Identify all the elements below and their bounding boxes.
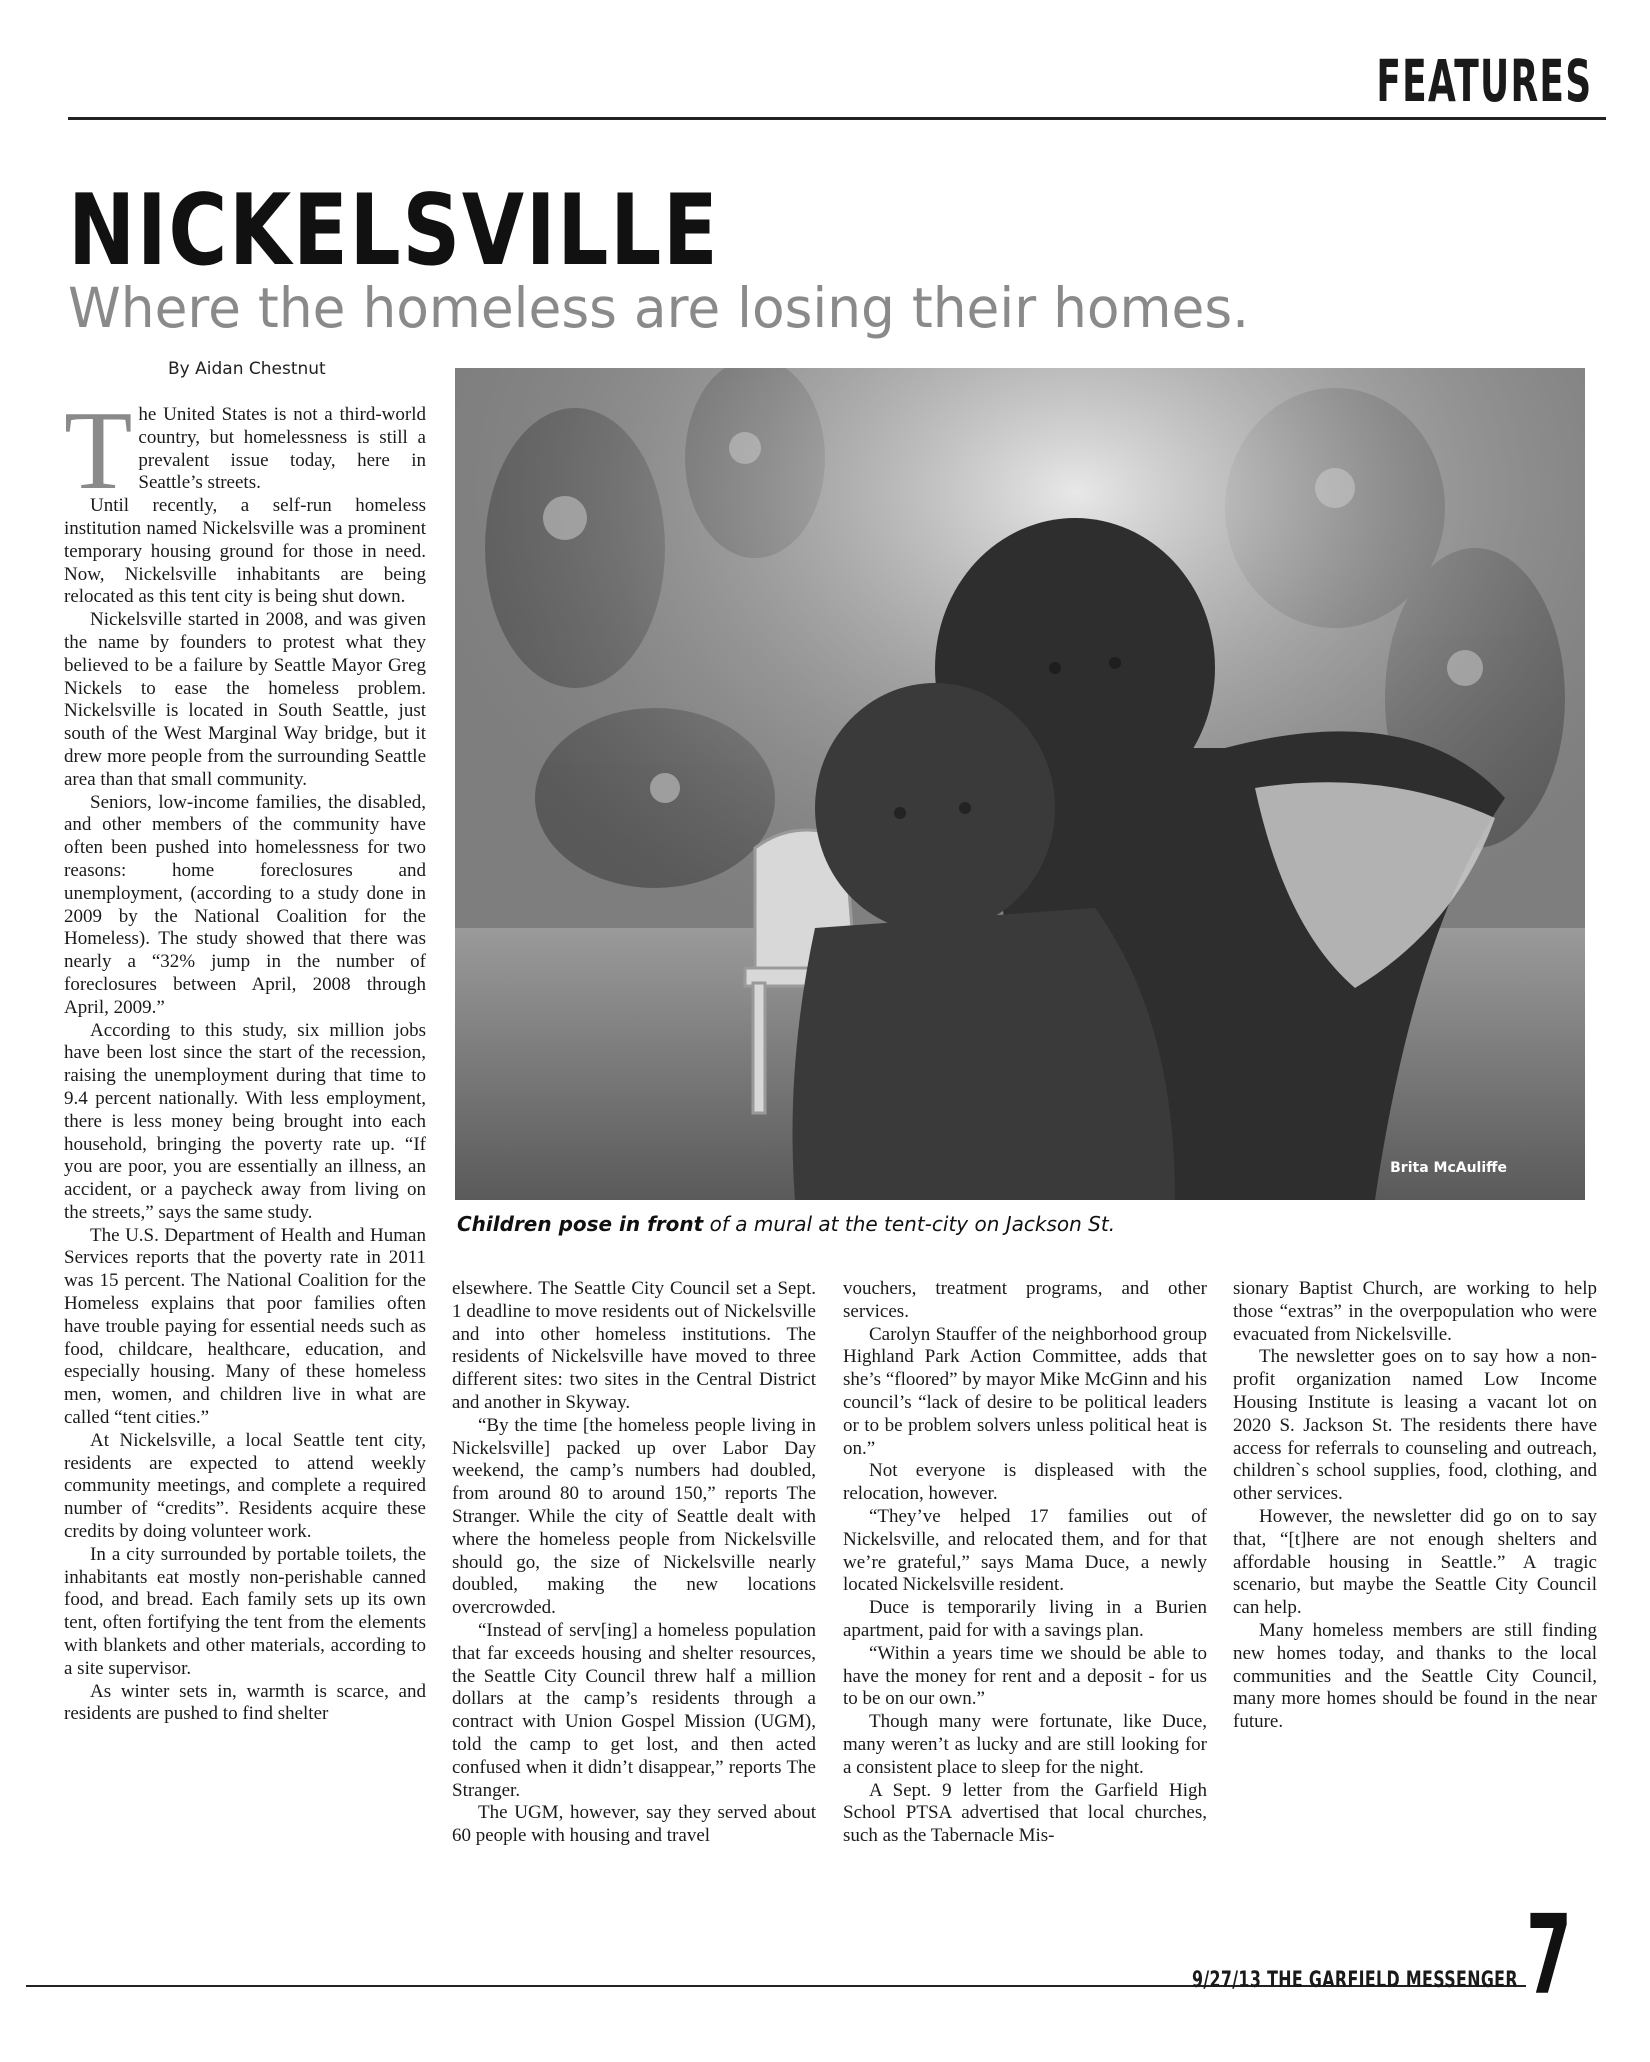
article-paragraph: sionary Baptist Church, are working to help those “extras” in the overpopulation who were evacuated from Nickelsville. <box>1233 1278 1597 1345</box>
article-paragraph: Carolyn Stauffer of the neighborhood group Highland Park Action Committee, adds that she’s “floored” by mayor Mike McGinn and his council’s “lack of desire to be political leaders or to be problem solvers unless political heat is on.” <box>843 1323 1207 1459</box>
article-paragraph: Though many were fortunate, like Duce, many weren’t as lucky and are still looking for a consistent place to sleep for the night. <box>843 1711 1207 1778</box>
article-paragraph: Nickelsville started in 2008, and was given the name by founders to protest what they believed to be a failure by Seattle Mayor Greg Nickels to ease the homeless problem. Nickelsville is located in South Seattle, just south of the West Marginal Way bridge, but it drew more people from the surrounding Seattle area than that small community. <box>64 609 426 790</box>
article-paragraph: According to this study, six million jobs have been lost since the start of the recession, raising the unemployment during that time to 9.4 percent nationally. With less employment, there is less money being brought into each household, bringing the poverty rate up. “If you are poor, you are essentially an illness, an accident, or a paycheck away from living on the streets,” says the same study. <box>64 1019 426 1223</box>
top-rule <box>68 117 1606 120</box>
article-paragraph: The U.S. Department of Health and Human Services reports that the poverty rate in 2011 was 15 percent. The National Coalition for the Homeless explains that poor families often have trouble paying for essential needs such as food, childcare, healthcare, education, and especially housing. Many of these homeless men, women, and children live in what are called “tent cities.” <box>64 1224 426 1429</box>
article-paragraph: “They’ve helped 17 families out of Nickelsville, and relocated them, and for that we’re grateful,” says Mama Duce, a newly located Nickelsville resident. <box>843 1505 1207 1596</box>
page-number: 7 <box>1526 1891 1572 2019</box>
article-paragraph: he United States is not a third-world country, but homelessness is still a prevalent issue today, here in Seattle’s streets. <box>138 404 426 494</box>
photo-caption <box>457 1212 1115 1236</box>
section-label: FEATURES <box>1376 47 1592 115</box>
article-column-3 <box>843 1278 1207 1848</box>
article-paragraph: As winter sets in, warmth is scarce, and residents are pushed to find shelter <box>64 1680 426 1725</box>
article-paragraph: Seniors, low-income families, the disabled, and other members of the community have often been pushed into homelessness for two reasons: home foreclosures and unemployment, (according to a study done in 2009 by the National Coalition for the Homeless). The study showed that there was nearly a “32% jump in the number of foreclosures between April, 2008 through April, 2009.” <box>64 791 426 1018</box>
photo-credit: Brita McAuliffe <box>1390 1160 1507 1176</box>
article-paragraph: At Nickelsville, a local Seattle tent city, residents are expected to attend weekly community meetings, and complete a required number of “credits”. Residents acquire these credits by doing volunteer work. <box>64 1429 426 1543</box>
article-column-4 <box>1233 1278 1597 1734</box>
headline: NICKELSVILLE <box>68 174 720 288</box>
article-paragraph: The UGM, however, say they served about 60 people with housing and travel <box>452 1802 816 1847</box>
drop-cap: T <box>64 389 133 513</box>
subhead: Where the homeless are losing their homes. <box>68 276 1250 340</box>
article-paragraph: “Instead of serv[ing] a homeless population that far exceeds housing and shelter resources, the Seattle City Council threw half a million dollars at the camp’s residents through a contract with Union Gospel Mission (UGM), told the camp to get lost, and then acted confused when it didn’t disappear,” reports The Stranger. <box>452 1619 816 1801</box>
article-column-1 <box>64 389 426 1726</box>
article-paragraph: Duce is temporarily living in a Burien apartment, paid for with a savings plan. <box>843 1597 1207 1641</box>
article-paragraph: “Within a years time we should be able to have the money for rent and a deposit - for us to be on our own.” <box>843 1642 1207 1710</box>
article-paragraph: elsewhere. The Seattle City Council set a Sept. 1 deadline to move residents out of Nickelsville and into other homeless institutions. The residents of Nickelsville have moved to three different sites: two sites in the Central District and another in Skyway. <box>452 1278 816 1413</box>
byline: By Aidan Chestnut <box>168 359 326 379</box>
footer-publication: 9/27/13 THE GARFIELD MESSENGER <box>1192 1968 1518 1993</box>
photo <box>455 368 1585 1200</box>
photo-illustration <box>455 368 1585 1200</box>
article-paragraph: vouchers, treatment programs, and other services. <box>843 1278 1207 1322</box>
article-paragraph: A Sept. 9 letter from the Garfield High School PTSA advertised that local churches, such as the Tabernacle Mis- <box>843 1779 1207 1847</box>
article-paragraph: In a city surrounded by portable toilets, the inhabitants eat mostly non-perishable canned food, and bread. Each family sets up its own tent, often fortifying the tent from the elements with blankets and other materials, according to a site supervisor. <box>64 1543 426 1679</box>
article-paragraph: Not everyone is displeased with the relocation, however. <box>843 1460 1207 1505</box>
article-paragraph: The newsletter goes on to say how a non-profit organization named Low Income Housing Institute is leasing a vacant lot on 2020 S. Jackson St. The residents there have access for referrals to counseling and outreach, children`s school supplies, food, clothing, and other services. <box>1233 1346 1597 1505</box>
article-paragraph: However, the newsletter did go on to say that, “[t]here are not enough shelters and affordable housing in Seattle.” A tragic scenario, but maybe the Seattle City Council can help. <box>1233 1505 1597 1619</box>
article-paragraph: Many homeless members are still finding new homes today, and thanks to the local communities and the Seattle City Council, many more homes should be found in the near future. <box>1233 1619 1597 1733</box>
article-column-2 <box>452 1278 816 1848</box>
article-paragraph: “By the time [the homeless people living in Nickelsville] packed up over Labor Day weekend, the camp’s numbers had doubled, from around 80 to around 150,” reports The Stranger. While the city of Seattle dealt with where the homeless people from Nickelsville should go, the size of Nickelsville nearly doubled, making the new locations overcrowded. <box>452 1414 816 1619</box>
caption-rest: of a mural at the tent-city on Jackson St. <box>703 1212 1116 1236</box>
caption-lead: Children pose in front <box>457 1212 704 1236</box>
article-paragraph: Until recently, a self-run homeless institution named Nickelsville was a prominent temporary housing ground for those in need. Now, Nickelsville inhabitants are being relocated as this tent city is being shut down. <box>64 495 426 608</box>
